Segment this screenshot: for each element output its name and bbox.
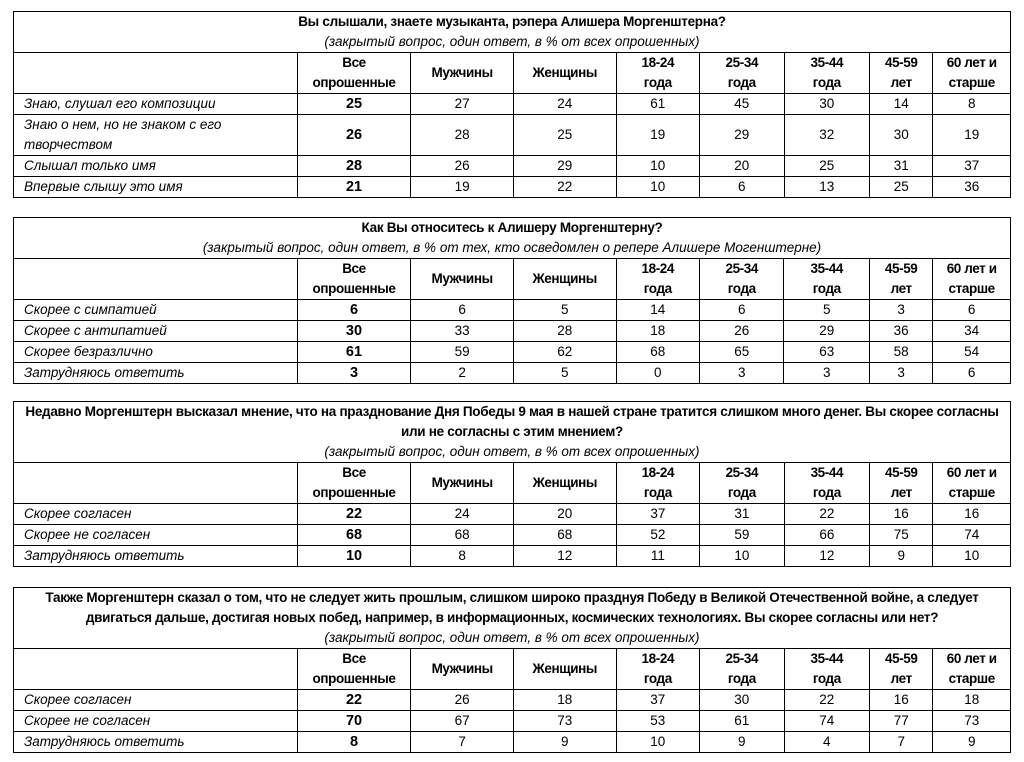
cell-men: 24 bbox=[411, 504, 514, 525]
cell-age-18-24: 11 bbox=[616, 546, 700, 567]
question-title: Вы слышали, знаете музыканта, рэпера Алишера Моргенштерна? bbox=[14, 12, 1011, 33]
header-women: Женщины bbox=[513, 649, 616, 690]
row-label: Скорее не согласен bbox=[14, 711, 298, 732]
cell-women: 9 bbox=[513, 732, 616, 753]
cell-age-60-plus: 9 bbox=[933, 732, 1011, 753]
cell-age-45-59: 7 bbox=[870, 732, 933, 753]
header-women: Женщины bbox=[513, 53, 616, 94]
table-row bbox=[14, 342, 1011, 363]
row-label: Скорее согласен bbox=[14, 690, 298, 711]
table-row bbox=[14, 690, 1011, 711]
cell-total: 6 bbox=[297, 300, 411, 321]
cell-age-45-59: 16 bbox=[870, 690, 933, 711]
cell-women: 68 bbox=[513, 525, 616, 546]
cell-age-45-59: 31 bbox=[870, 156, 933, 177]
header-total: Все опрошенные bbox=[297, 463, 411, 504]
header-men: Мужчины bbox=[411, 649, 514, 690]
cell-age-18-24: 52 bbox=[616, 525, 700, 546]
table-row bbox=[14, 156, 1011, 177]
header-age-35-44: 35-44 года bbox=[784, 463, 870, 504]
cell-age-60-plus: 16 bbox=[933, 504, 1011, 525]
cell-total: 68 bbox=[297, 525, 411, 546]
header-women: Женщины bbox=[513, 463, 616, 504]
cell-age-18-24: 10 bbox=[616, 177, 699, 198]
cell-age-35-44: 25 bbox=[784, 156, 870, 177]
header-age-25-34: 25-34 года bbox=[700, 649, 785, 690]
cell-age-35-44: 29 bbox=[784, 321, 870, 342]
cell-men: 19 bbox=[411, 177, 514, 198]
header-empty bbox=[14, 649, 298, 690]
cell-total: 21 bbox=[297, 177, 411, 198]
cell-age-18-24: 10 bbox=[616, 156, 699, 177]
cell-age-35-44: 22 bbox=[784, 690, 870, 711]
cell-men: 28 bbox=[411, 115, 514, 156]
cell-age-35-44: 74 bbox=[784, 711, 870, 732]
cell-age-60-plus: 10 bbox=[933, 546, 1011, 567]
cell-age-18-24: 37 bbox=[616, 690, 699, 711]
cell-age-35-44: 30 bbox=[784, 94, 870, 115]
survey-table-attitude bbox=[13, 217, 1011, 384]
header-empty bbox=[14, 53, 298, 94]
header-age-60-plus: 60 лет и старше bbox=[933, 463, 1011, 504]
cell-men: 7 bbox=[411, 732, 514, 753]
cell-total: 61 bbox=[297, 342, 411, 363]
cell-women: 73 bbox=[513, 711, 616, 732]
cell-age-25-34: 26 bbox=[700, 321, 784, 342]
question-note: (закрытый вопрос, один ответ, в % от всех опрошенных) bbox=[14, 442, 1011, 463]
cell-women: 12 bbox=[513, 546, 616, 567]
cell-men: 8 bbox=[411, 546, 514, 567]
table-row bbox=[14, 115, 1011, 156]
cell-total: 26 bbox=[297, 115, 411, 156]
cell-age-35-44: 5 bbox=[784, 300, 870, 321]
header-total: Все опрошенные bbox=[297, 259, 411, 300]
cell-age-25-34: 20 bbox=[700, 156, 785, 177]
table-row bbox=[14, 525, 1011, 546]
table-row bbox=[14, 732, 1011, 753]
cell-men: 67 bbox=[411, 711, 514, 732]
cell-age-25-34: 29 bbox=[700, 115, 785, 156]
cell-age-45-59: 58 bbox=[869, 342, 932, 363]
header-age-35-44: 35-44 года bbox=[784, 53, 870, 94]
cell-women: 24 bbox=[513, 94, 616, 115]
header-age-25-34: 25-34 года bbox=[700, 463, 785, 504]
cell-women: 62 bbox=[513, 342, 616, 363]
cell-age-60-plus: 6 bbox=[933, 300, 1011, 321]
survey-table-victory-day-spending bbox=[13, 401, 1011, 567]
cell-age-60-plus: 74 bbox=[933, 525, 1011, 546]
survey-table-awareness bbox=[13, 11, 1011, 198]
table-row bbox=[14, 504, 1011, 525]
row-label: Впервые слышу это имя bbox=[14, 177, 298, 198]
cell-age-35-44: 66 bbox=[784, 525, 870, 546]
cell-men: 2 bbox=[411, 363, 514, 384]
cell-age-18-24: 14 bbox=[616, 300, 699, 321]
cell-age-35-44: 3 bbox=[784, 363, 870, 384]
cell-total: 10 bbox=[297, 546, 411, 567]
cell-total: 70 bbox=[297, 711, 411, 732]
cell-total: 8 bbox=[297, 732, 411, 753]
header-total: Все опрошенные bbox=[297, 649, 411, 690]
table-row bbox=[14, 546, 1011, 567]
cell-men: 26 bbox=[411, 690, 514, 711]
header-age-45-59: 45-59 лет bbox=[869, 259, 932, 300]
header-empty bbox=[14, 259, 298, 300]
cell-age-18-24: 19 bbox=[616, 115, 699, 156]
cell-age-25-34: 61 bbox=[700, 711, 785, 732]
header-age-45-59: 45-59 лет bbox=[870, 463, 933, 504]
survey-table-living-in-past bbox=[13, 587, 1011, 753]
cell-women: 18 bbox=[513, 690, 616, 711]
cell-total: 22 bbox=[297, 690, 411, 711]
header-men: Мужчины bbox=[411, 259, 514, 300]
cell-age-35-44: 12 bbox=[784, 546, 870, 567]
question-note: (закрытый вопрос, один ответ, в % от всех опрошенных) bbox=[14, 628, 1011, 649]
cell-age-45-59: 30 bbox=[870, 115, 933, 156]
cell-age-25-34: 6 bbox=[700, 300, 784, 321]
cell-age-25-34: 30 bbox=[700, 690, 785, 711]
cell-age-35-44: 4 bbox=[784, 732, 870, 753]
header-age-45-59: 45-59 лет bbox=[870, 53, 933, 94]
cell-age-45-59: 25 bbox=[870, 177, 933, 198]
cell-age-25-34: 9 bbox=[700, 732, 785, 753]
cell-age-45-59: 75 bbox=[870, 525, 933, 546]
cell-age-45-59: 36 bbox=[869, 321, 932, 342]
header-empty bbox=[14, 463, 298, 504]
column-header-row bbox=[14, 259, 1011, 300]
cell-men: 59 bbox=[411, 342, 514, 363]
cell-age-18-24: 18 bbox=[616, 321, 699, 342]
header-age-60-plus: 60 лет и старше bbox=[933, 649, 1011, 690]
cell-age-45-59: 3 bbox=[869, 363, 932, 384]
header-age-18-24: 18-24 года bbox=[616, 463, 700, 504]
cell-age-18-24: 0 bbox=[616, 363, 699, 384]
cell-age-35-44: 13 bbox=[784, 177, 870, 198]
cell-age-45-59: 14 bbox=[870, 94, 933, 115]
cell-age-25-34: 65 bbox=[700, 342, 784, 363]
column-header-row bbox=[14, 463, 1011, 504]
cell-age-25-34: 59 bbox=[700, 525, 785, 546]
cell-women: 25 bbox=[513, 115, 616, 156]
header-men: Мужчины bbox=[411, 53, 514, 94]
cell-age-35-44: 22 bbox=[784, 504, 870, 525]
table-row bbox=[14, 363, 1011, 384]
table-row bbox=[14, 711, 1011, 732]
cell-age-35-44: 63 bbox=[784, 342, 870, 363]
column-header-row bbox=[14, 649, 1011, 690]
cell-age-18-24: 61 bbox=[616, 94, 699, 115]
header-age-60-plus: 60 лет и старше bbox=[933, 53, 1011, 94]
header-men: Мужчины bbox=[411, 463, 514, 504]
row-label: Затрудняюсь ответить bbox=[14, 363, 298, 384]
cell-women: 28 bbox=[513, 321, 616, 342]
cell-age-60-plus: 8 bbox=[933, 94, 1011, 115]
cell-age-45-59: 16 bbox=[870, 504, 933, 525]
question-title: Недавно Моргенштерн высказал мнение, что на празднование Дня Победы 9 мая в нашей стране тратится слишком много денег. Вы скорее согласны или не согласны с этим мнением? bbox=[14, 402, 1011, 443]
cell-total: 25 bbox=[297, 94, 411, 115]
header-age-35-44: 35-44 года bbox=[784, 649, 870, 690]
cell-total: 30 bbox=[297, 321, 411, 342]
row-label: Затрудняюсь ответить bbox=[14, 732, 298, 753]
header-age-35-44: 35-44 года bbox=[784, 259, 870, 300]
table-row bbox=[14, 177, 1011, 198]
row-label: Скорее не согласен bbox=[14, 525, 298, 546]
cell-age-45-59: 3 bbox=[869, 300, 932, 321]
cell-age-60-plus: 18 bbox=[933, 690, 1011, 711]
row-label: Скорее согласен bbox=[14, 504, 298, 525]
cell-age-60-plus: 54 bbox=[933, 342, 1011, 363]
cell-age-18-24: 53 bbox=[616, 711, 699, 732]
cell-men: 68 bbox=[411, 525, 514, 546]
cell-women: 20 bbox=[513, 504, 616, 525]
cell-age-60-plus: 19 bbox=[933, 115, 1011, 156]
question-note: (закрытый вопрос, один ответ, в % от тех, кто осведомлен о репере Алишере Могенштерне) bbox=[14, 238, 1011, 259]
cell-age-25-34: 31 bbox=[700, 504, 785, 525]
cell-total: 28 bbox=[297, 156, 411, 177]
cell-women: 5 bbox=[513, 363, 616, 384]
row-label: Скорее с симпатией bbox=[14, 300, 298, 321]
cell-women: 5 bbox=[513, 300, 616, 321]
table-row bbox=[14, 94, 1011, 115]
table-row bbox=[14, 300, 1011, 321]
cell-age-18-24: 10 bbox=[616, 732, 699, 753]
row-label: Слышал только имя bbox=[14, 156, 298, 177]
header-age-25-34: 25-34 года bbox=[700, 259, 784, 300]
cell-men: 26 bbox=[411, 156, 514, 177]
cell-age-60-plus: 37 bbox=[933, 156, 1011, 177]
cell-age-35-44: 32 bbox=[784, 115, 870, 156]
cell-total: 22 bbox=[297, 504, 411, 525]
header-age-18-24: 18-24 года bbox=[616, 259, 699, 300]
row-label: Знаю о нем, но не знаком с его творчеством bbox=[14, 115, 298, 156]
header-age-60-plus: 60 лет и старше bbox=[933, 259, 1011, 300]
header-age-18-24: 18-24 года bbox=[616, 649, 699, 690]
question-title: Как Вы относитесь к Алишеру Моргенштерну? bbox=[14, 218, 1011, 239]
column-header-row bbox=[14, 53, 1011, 94]
row-label: Скорее с антипатией bbox=[14, 321, 298, 342]
cell-age-45-59: 9 bbox=[870, 546, 933, 567]
header-age-25-34: 25-34 года bbox=[700, 53, 785, 94]
cell-men: 6 bbox=[411, 300, 514, 321]
cell-age-18-24: 37 bbox=[616, 504, 700, 525]
cell-women: 29 bbox=[513, 156, 616, 177]
cell-total: 3 bbox=[297, 363, 411, 384]
header-age-18-24: 18-24 года bbox=[616, 53, 699, 94]
cell-age-60-plus: 36 bbox=[933, 177, 1011, 198]
cell-age-60-plus: 73 bbox=[933, 711, 1011, 732]
row-label: Скорее безразлично bbox=[14, 342, 298, 363]
cell-age-60-plus: 6 bbox=[933, 363, 1011, 384]
question-title: Также Моргенштерн сказал о том, что не следует жить прошлым, слишком широко празднуя Победу в Великой Отечественной войне, а следует двигаться дальше, достигая новых побед, например, в информационных, космических технологиях. Вы скорее согласны или нет? bbox=[14, 588, 1011, 629]
cell-age-25-34: 45 bbox=[700, 94, 785, 115]
row-label: Затрудняюсь ответить bbox=[14, 546, 298, 567]
cell-age-45-59: 77 bbox=[870, 711, 933, 732]
question-note: (закрытый вопрос, один ответ, в % от всех опрошенных) bbox=[14, 32, 1011, 53]
cell-age-60-plus: 34 bbox=[933, 321, 1011, 342]
table-row bbox=[14, 321, 1011, 342]
cell-age-25-34: 3 bbox=[700, 363, 784, 384]
cell-age-18-24: 68 bbox=[616, 342, 699, 363]
header-age-45-59: 45-59 лет bbox=[870, 649, 933, 690]
header-total: Все опрошенные bbox=[297, 53, 411, 94]
cell-men: 27 bbox=[411, 94, 514, 115]
cell-age-25-34: 6 bbox=[700, 177, 785, 198]
header-women: Женщины bbox=[513, 259, 616, 300]
cell-age-25-34: 10 bbox=[700, 546, 785, 567]
cell-men: 33 bbox=[411, 321, 514, 342]
cell-women: 22 bbox=[513, 177, 616, 198]
row-label: Знаю, слушал его композиции bbox=[14, 94, 298, 115]
